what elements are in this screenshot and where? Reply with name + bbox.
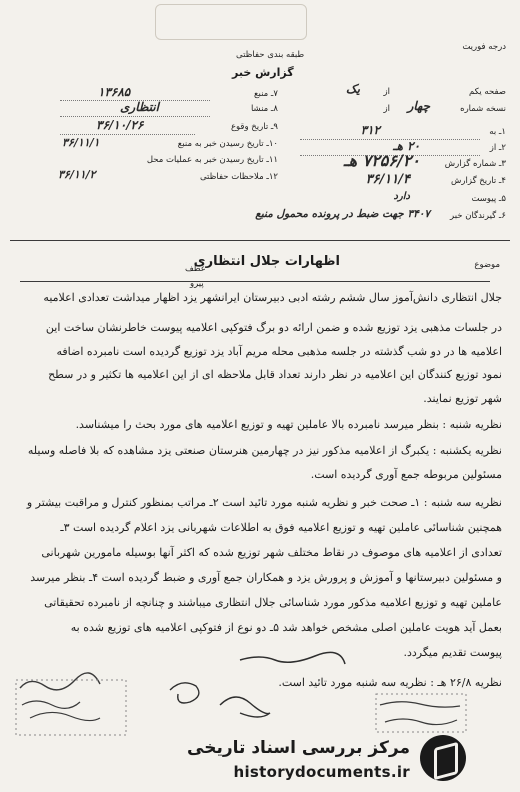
- field-label: ۴ـ تاریخ گزارش: [451, 176, 506, 186]
- field-label: ۱۱ـ تاریخ رسیدن خبر به عملیات محل: [146, 155, 278, 165]
- body-line: تعدادی از اعلامیه های موصوف در نقاط مختلف شهر توزیع شده که اکثر آنها بوسیله مامورین شهربانی: [41, 546, 502, 559]
- body-line: شهر توزیع نمایند.: [423, 392, 502, 405]
- body-line: در جلسات مذهبی یزد توزیع شده و ضمن ارائه دو برگ فتوکپی اعلامیه پیوست خاطرنشان ساخت این: [45, 321, 502, 334]
- field-label: ۸ـ منشا: [250, 104, 278, 114]
- header-divider: [10, 240, 510, 241]
- field-value-occurrence-date: ۳۶/۱۰/۲۶: [96, 118, 144, 132]
- field-label: نسخه شماره: [460, 104, 506, 114]
- field-value-report-number: ۷۲۵۶/۲۰ هـ: [343, 151, 420, 170]
- field-value-attachment: دارد: [393, 191, 410, 202]
- body-line: پیوست تقدیم میگردد.: [403, 646, 502, 659]
- field-label: ۱ـ به: [489, 127, 506, 137]
- urgency-label: درجه فوریت: [462, 42, 506, 52]
- field-label: ۲ـ از: [489, 143, 506, 153]
- archive-brand-url: historydocuments.ir: [233, 763, 410, 781]
- reference-label: عطف: [185, 264, 206, 274]
- follow-up-label: پیرو: [190, 279, 204, 289]
- field-label: ۳ـ شماره گزارش: [444, 159, 506, 169]
- field-label: ۱۲ـ ملاحظات حفاظتی: [199, 172, 278, 182]
- subject-value: اظهارات جلال انتظاری: [193, 254, 340, 269]
- body-line: بعمل آید هویت عاملین اصلی مشخص خواهد شد ۵ـ دو نوع از فتوکپی اعلامیه های توزیع شده به: [70, 621, 502, 634]
- subject-label: موضوع: [474, 260, 500, 270]
- body-line: جلال انتظاری دانش‌آموز سال ششم رشته ادبی دبیرستان ایرانشهر یزد اظهار میداشت تعدادی اعلامیه: [43, 291, 502, 304]
- field-value-page: یک: [345, 82, 360, 96]
- subject-divider: [20, 281, 490, 282]
- field-value-security-notes: ۳۶/۱۱/۲: [58, 168, 96, 181]
- classification-stamp: [155, 4, 307, 40]
- archive-brand-name: مرکز بررسی اسناد تاریخی: [187, 738, 410, 758]
- body-line: نظریه یکشنبه : یکبرگ از اعلامیه مذکور نیز در چهارمین هنرستان صنعتی یزد مشاهده که بلا فاصله وسیله: [27, 444, 502, 457]
- field-value-source: ۱۳۶۸۵: [98, 85, 131, 99]
- field-value-from: ۲۰ هـ: [393, 139, 420, 153]
- field-value-received-date: ۳۶/۱۱/۱: [62, 136, 100, 149]
- field-label: ۹ـ تاریخ وقوع: [230, 122, 278, 132]
- archive-logo-icon: [420, 735, 466, 781]
- report-title: گزارش خبر: [232, 66, 294, 79]
- body-line: و مسئولین دبیرستانها و آموزش و پرورش یزد و همکاران جمع آوری و ضبط گردیده است ۴ـ بنظر میرسد: [30, 571, 502, 584]
- field-label: صفحه یکم: [469, 87, 506, 97]
- field-label: ۶ـ گیرندگان خبر: [450, 211, 506, 221]
- body-line: نظریه ۲۶/۸ هـ : نظریه سه شنبه مورد تائید است.: [278, 676, 502, 689]
- body-line: نظریه شنبه : بنظر میرسد نامبرده بالا عاملین تهیه و توزیع اعلامیه های مورد بحث را میشناسد.: [75, 418, 502, 431]
- field-value-report-date: ۳۶/۱۱/۴: [365, 172, 410, 187]
- field-value-copy: چهار: [407, 99, 430, 113]
- body-line: مسئولین مربوطه جمع آوری گردیده است.: [310, 468, 502, 481]
- body-line: نظریه سه شنبه : ۱ـ صحت خبر و نظریه شنبه مورد تائید است ۲ـ مراتب بمنظور کنترل و مراقبت بیشتر و: [26, 496, 502, 509]
- field-label: ۷ـ منبع: [254, 89, 278, 99]
- field-label: از: [383, 104, 390, 114]
- classification-label: طبقه بندی حفاظتی: [236, 50, 305, 60]
- field-value-to: ۳۱۲: [360, 123, 380, 137]
- body-line: اعلامیه ها در دو شب گذشته در جلسه مذهبی محله مریم آباد یزد توزیع گردیده است نامبرده اضافه: [56, 345, 502, 358]
- body-line: همچنین شناسائی عاملین تهیه و توزیع اعلامیه فوق به اطلاعات شهربانی یزد اعلام گردیده است ۳ـ: [60, 521, 502, 534]
- signature-marks: [0, 650, 520, 740]
- field-label: ۵ـ پیوست: [471, 194, 506, 204]
- field-value-recipients: ۳۴۰۷ جهت ضبط در پرونده محمول منبع: [255, 208, 430, 220]
- subject-row: [20, 254, 500, 274]
- field-label: ۱۰ـ تاریخ رسیدن خبر به منبع: [177, 139, 278, 149]
- body-line: عاملین تهیه و توزیع اعلامیه مذکور مورد شناسائی جلال انتظاری میباشند و چنانچه از نامبرده تحقیقاتی: [44, 596, 502, 609]
- body-line: نمود توزیع کنندگان این اعلامیه در نظر دارند تعداد قابل ملاحظه ای از این اعلامیه ها تکثیر و در سطح: [48, 368, 502, 381]
- field-label: از: [383, 87, 390, 97]
- field-value-origin: انتظاری: [120, 100, 159, 114]
